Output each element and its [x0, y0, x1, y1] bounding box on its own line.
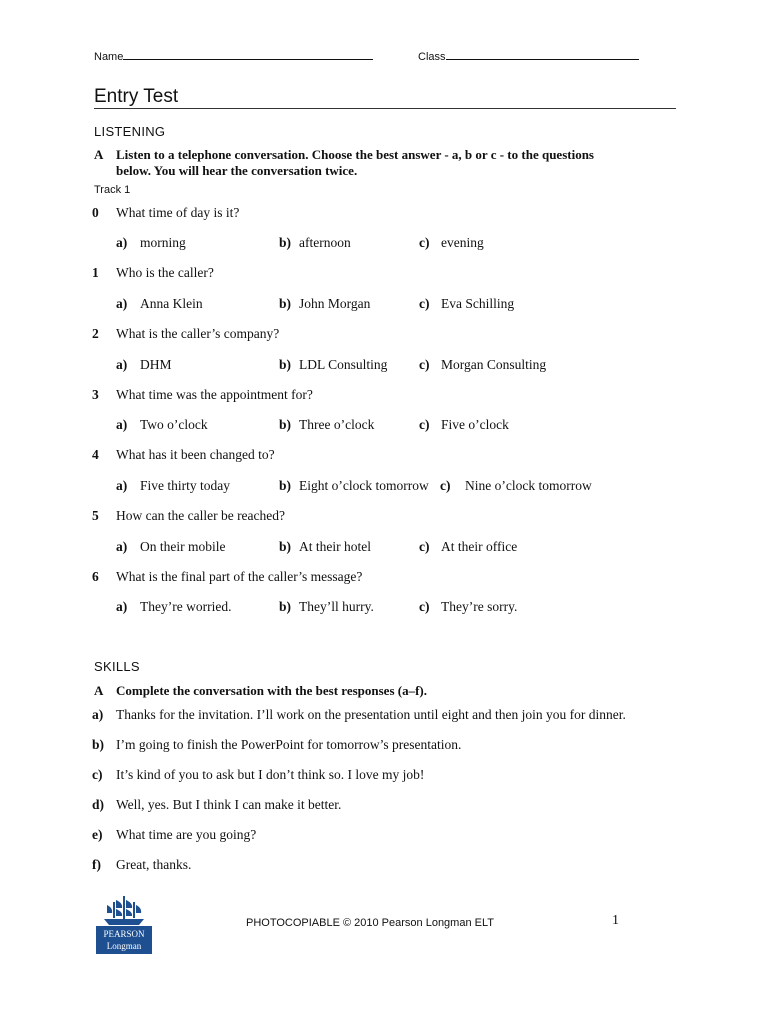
- option-a-text[interactable]: Two o’clock: [140, 417, 208, 432]
- class-label: Class: [418, 51, 446, 63]
- option-a-letter[interactable]: a): [116, 599, 128, 614]
- option-a-text[interactable]: morning: [140, 235, 186, 250]
- option-c-letter[interactable]: c): [419, 599, 430, 614]
- listening-heading: LISTENING: [94, 124, 166, 139]
- option-c-text[interactable]: evening: [441, 235, 484, 250]
- option-a-text[interactable]: They’re worried.: [140, 599, 232, 614]
- question-text: What time was the appointment for?: [116, 387, 313, 402]
- name-blank-line: [123, 50, 373, 60]
- name-field: [94, 50, 373, 63]
- question-number: 5: [92, 508, 99, 523]
- question-text: How can the caller be reached?: [116, 508, 286, 523]
- logo-text-bottom: Longman: [106, 941, 142, 951]
- option-c-letter[interactable]: c): [419, 357, 430, 372]
- page-title: Entry Test: [94, 86, 179, 107]
- option-b-letter[interactable]: b): [279, 539, 292, 554]
- skills-instruction: Complete the conversation with the best responses (a–f).: [116, 683, 428, 698]
- option-c-text[interactable]: Morgan Consulting: [441, 357, 547, 372]
- option-b-text[interactable]: At their hotel: [299, 539, 371, 554]
- option-c-letter[interactable]: c): [419, 539, 430, 554]
- option-b-text[interactable]: LDL Consulting: [299, 357, 388, 372]
- option-a-text[interactable]: On their mobile: [140, 539, 226, 554]
- option-a-text[interactable]: DHM: [140, 357, 172, 372]
- option-c-letter[interactable]: c): [419, 296, 430, 311]
- option-b-letter[interactable]: b): [279, 357, 292, 372]
- listening-instruction-line-2: below. You will hear the conversation twice.: [116, 163, 358, 178]
- question-text: Who is the caller?: [116, 265, 214, 280]
- question-number: 0: [92, 205, 99, 220]
- response-text: I’m going to finish the PowerPoint for tomorrow’s presentation.: [116, 737, 462, 752]
- response-letter: e): [92, 827, 103, 842]
- pearson-longman-logo: [96, 894, 152, 954]
- name-label: Name: [94, 51, 124, 63]
- listening-part-letter: A: [94, 147, 104, 162]
- question-text: What is the final part of the caller’s message?: [116, 569, 363, 584]
- option-b-letter[interactable]: b): [279, 296, 292, 311]
- title-divider: [94, 108, 676, 109]
- class-field: [418, 50, 639, 63]
- option-c-letter[interactable]: c): [419, 417, 430, 432]
- option-a-letter[interactable]: a): [116, 235, 128, 250]
- response-text: Great, thanks.: [116, 857, 192, 872]
- question-text: What is the caller’s company?: [116, 326, 280, 341]
- option-b-text[interactable]: They’ll hurry.: [299, 599, 374, 614]
- option-a-letter[interactable]: a): [116, 478, 128, 493]
- option-a-letter[interactable]: a): [116, 539, 128, 554]
- question-number: 2: [92, 326, 99, 341]
- option-b-text[interactable]: John Morgan: [299, 296, 371, 311]
- response-letter: b): [92, 737, 105, 752]
- option-b-text[interactable]: Eight o’clock tomorrow: [299, 478, 429, 493]
- class-blank-line: [446, 50, 639, 60]
- response-text: What time are you going?: [116, 827, 257, 842]
- page-number: 1: [612, 913, 619, 928]
- option-c-text[interactable]: They’re sorry.: [441, 599, 518, 614]
- option-b-letter[interactable]: b): [279, 417, 292, 432]
- logo-text-top: PEARSON: [103, 929, 145, 939]
- option-c-text[interactable]: Nine o’clock tomorrow: [465, 478, 592, 493]
- skills-part-letter: A: [94, 683, 104, 698]
- option-c-text[interactable]: Eva Schilling: [441, 296, 515, 311]
- listening-instruction-line-1: Listen to a telephone conversation. Choose the best answer - a, b or c - to the questions: [116, 147, 594, 162]
- track-label: Track 1: [94, 184, 131, 196]
- option-a-text[interactable]: Anna Klein: [140, 296, 203, 311]
- response-letter: f): [92, 857, 101, 872]
- option-b-text[interactable]: Three o’clock: [299, 417, 375, 432]
- option-b-letter[interactable]: b): [279, 478, 292, 493]
- option-c-text[interactable]: At their office: [441, 539, 518, 554]
- option-c-letter[interactable]: c): [440, 478, 451, 493]
- ship-logo-icon: [96, 894, 152, 954]
- copyright-notice: PHOTOCOPIABLE © 2010 Pearson Longman ELT: [246, 917, 494, 929]
- option-b-letter[interactable]: b): [279, 599, 292, 614]
- option-c-text[interactable]: Five o’clock: [441, 417, 509, 432]
- question-number: 1: [92, 265, 99, 280]
- option-a-letter[interactable]: a): [116, 417, 128, 432]
- option-a-text[interactable]: Five thirty today: [140, 478, 230, 493]
- skills-heading: SKILLS: [94, 659, 140, 674]
- question-number: 3: [92, 387, 99, 402]
- response-letter: d): [92, 797, 105, 812]
- option-a-letter[interactable]: a): [116, 296, 128, 311]
- option-a-letter[interactable]: a): [116, 357, 128, 372]
- response-text: Well, yes. But I think I can make it better.: [116, 797, 342, 812]
- option-c-letter[interactable]: c): [419, 235, 430, 250]
- option-b-letter[interactable]: b): [279, 235, 292, 250]
- question-number: 6: [92, 569, 99, 584]
- response-text: Thanks for the invitation. I’ll work on the presentation until eight and then join you for dinner.: [116, 707, 626, 722]
- question-number: 4: [92, 447, 99, 462]
- response-letter: a): [92, 707, 104, 722]
- question-text: What time of day is it?: [116, 205, 240, 220]
- response-text: It’s kind of you to ask but I don’t think so. I love my job!: [116, 767, 425, 782]
- question-text: What has it been changed to?: [116, 447, 275, 462]
- option-b-text[interactable]: afternoon: [299, 235, 351, 250]
- response-letter: c): [92, 767, 103, 782]
